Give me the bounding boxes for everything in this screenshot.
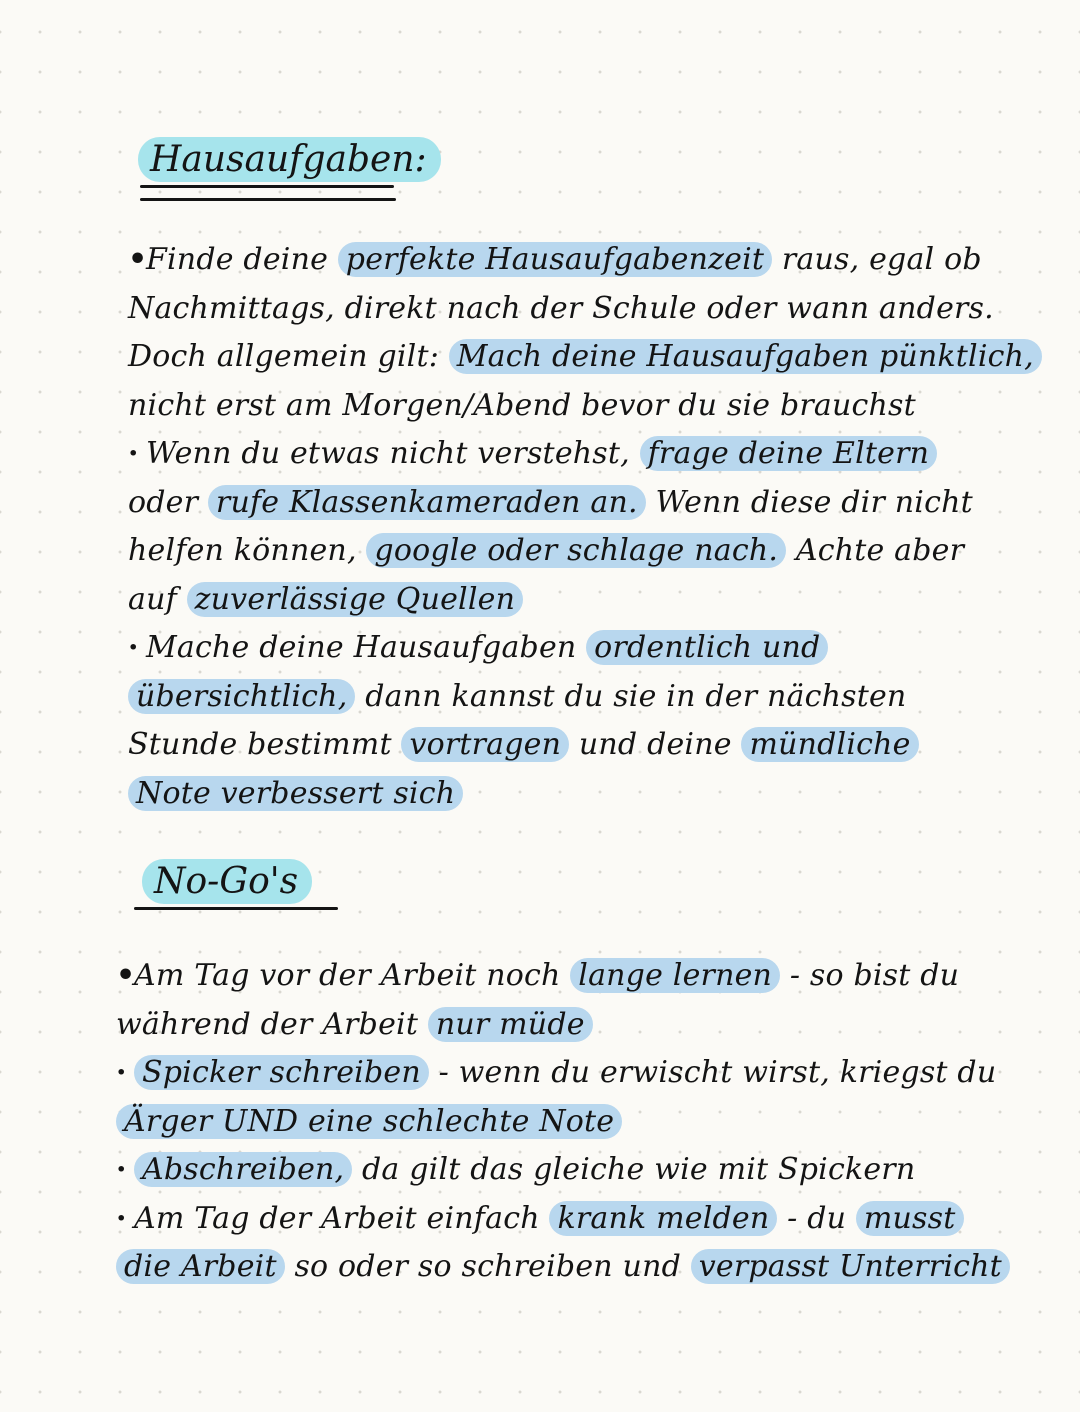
note-text: Am Tag der Arbeit einfach: [134, 1200, 550, 1236]
highlighted-text: vortragen: [401, 727, 569, 762]
homework-line: [128, 770, 1042, 819]
note-text: - so bist du: [780, 958, 960, 993]
bullet-point: •: [116, 958, 136, 993]
nogos-line: [116, 1098, 1010, 1147]
note-text: - du: [777, 1200, 856, 1236]
homework-line: [128, 721, 1042, 770]
homework-line: [128, 576, 1042, 625]
highlighted-text: die Arbeit: [116, 1249, 285, 1284]
note-text: da gilt das gleiche wie mit Spickern: [352, 1152, 916, 1187]
note-text: während der Arbeit: [116, 1006, 428, 1042]
highlighted-text: google oder schlage nach.: [366, 533, 786, 568]
note-text: auf: [128, 581, 187, 617]
homework-heading-underline-2: [140, 198, 396, 201]
nogos-heading-underline: [134, 907, 338, 910]
homework-heading-underline: [140, 185, 394, 188]
bullet-point: ·: [116, 1200, 127, 1236]
note-text: Stunde bestimmt: [128, 727, 402, 762]
highlighted-text: mündliche: [741, 727, 918, 762]
nogos-line: [116, 1049, 1010, 1098]
bullet-point: •: [128, 242, 148, 277]
note-text: helfen können,: [128, 533, 367, 568]
homework-line: [128, 430, 1042, 479]
note-text: dann kannst du sie in der nächsten: [355, 678, 907, 714]
nogos-line: [116, 1195, 1010, 1244]
highlighted-text: Ärger UND eine schlechte Note: [116, 1104, 622, 1139]
highlighted-text: ordentlich und: [586, 630, 828, 665]
homework-line: [128, 333, 1042, 382]
note-text: Wenn diese dir nicht: [645, 484, 973, 520]
homework-line: [128, 624, 1042, 673]
note-text: raus, egal ob: [772, 242, 982, 277]
homework-line: [128, 382, 1042, 431]
homework-line: [128, 673, 1042, 722]
homework-line: [128, 285, 1042, 334]
homework-heading: [138, 140, 441, 180]
note-text: Achte aber: [786, 533, 965, 568]
note-text: Am Tag vor der Arbeit noch: [134, 958, 571, 993]
highlighted-text: nur müde: [428, 1007, 593, 1042]
nogos-heading-text: No-Go's: [142, 859, 312, 904]
note-text: so oder so schreiben und: [284, 1249, 691, 1284]
note-text: Finde deine: [146, 242, 338, 277]
highlighted-text: Spicker schreiben: [134, 1055, 429, 1090]
highlighted-text: perfekte Hausaufgabenzeit: [338, 242, 772, 277]
bullet-point: ·: [128, 630, 139, 665]
nogos-line: [116, 952, 1010, 1001]
highlighted-text: verpasst Unterricht: [691, 1249, 1010, 1284]
nogos-heading: [142, 862, 312, 902]
note-text: Doch allgemein gilt:: [128, 339, 449, 374]
highlighted-text: musst: [856, 1201, 964, 1236]
homework-line: [128, 479, 1042, 528]
note-text: Wenn du etwas nicht verstehst,: [146, 436, 640, 471]
highlighted-text: lange lernen: [570, 958, 780, 993]
homework-line: [128, 527, 1042, 576]
homework-tips: [128, 236, 1042, 818]
highlighted-text: rufe Klassenkameraden an.: [208, 485, 646, 520]
highlighted-text: krank melden: [549, 1201, 777, 1236]
note-text: oder: [128, 484, 208, 520]
nogos-list: [116, 952, 1010, 1292]
bullet-point: ·: [128, 436, 139, 471]
homework-heading-text: Hausaufgaben:: [138, 137, 441, 182]
bullet-point: ·: [116, 1055, 127, 1090]
highlighted-text: zuverlässige Quellen: [187, 582, 523, 617]
highlighted-text: Note verbessert sich: [128, 776, 463, 811]
nogos-line: [116, 1146, 1010, 1195]
nogos-line: [116, 1001, 1010, 1050]
note-text: und deine: [569, 727, 742, 762]
nogos-line: [116, 1243, 1010, 1292]
homework-line: [128, 236, 1042, 285]
highlighted-text: Mach deine Hausaufgaben pünktlich,: [449, 339, 1042, 374]
note-text: Mache deine Hausaufgaben: [146, 630, 587, 665]
note-text: - wenn du erwischt wirst, kriegst du: [428, 1055, 997, 1090]
highlighted-text: frage deine Eltern: [640, 436, 938, 471]
note-text: Nachmittags, direkt nach der Schule oder wann anders.: [128, 290, 994, 326]
highlighted-text: Abschreiben,: [134, 1152, 352, 1187]
bullet-point: ·: [116, 1152, 127, 1187]
highlighted-text: übersichtlich,: [128, 679, 355, 714]
note-text: nicht erst am Morgen/Abend bevor du sie brauchst: [128, 387, 916, 423]
